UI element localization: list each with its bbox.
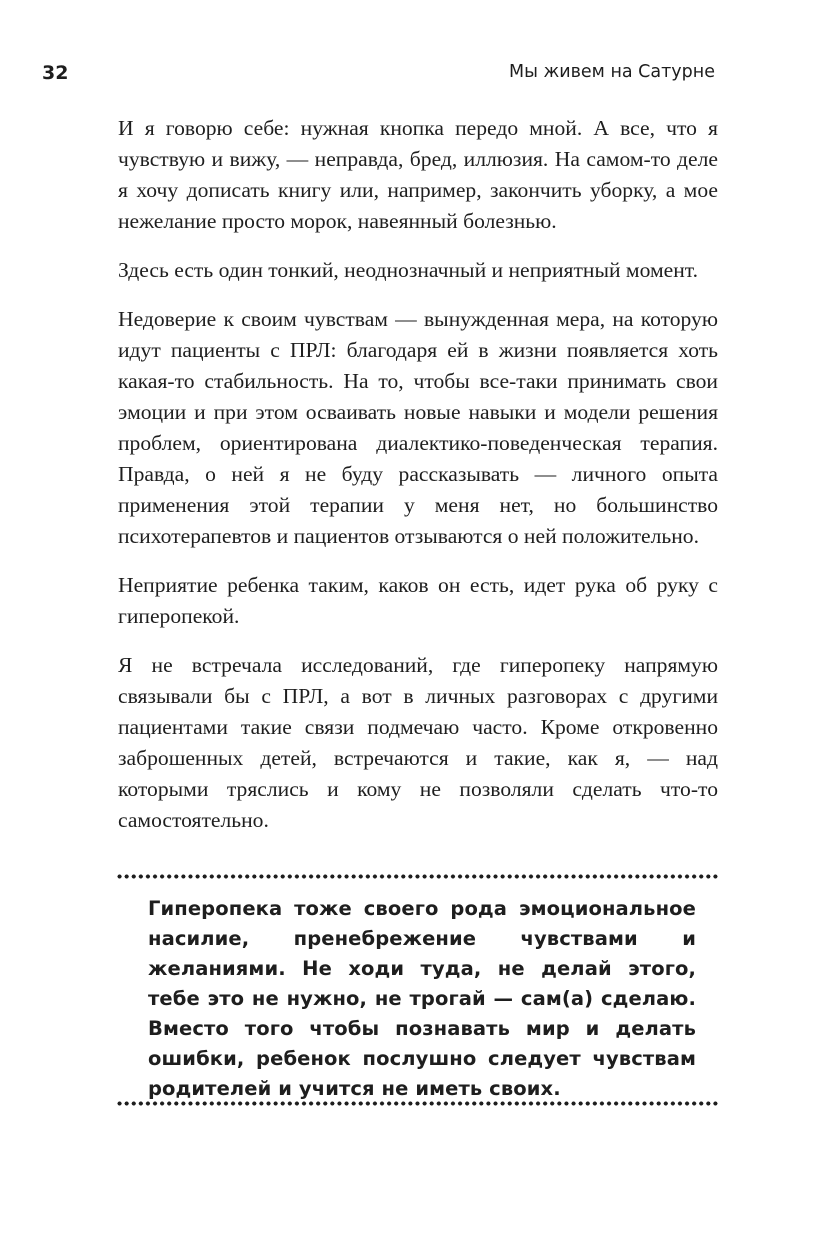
callout-box — [116, 874, 718, 1106]
paragraph: Я не встречала исследований, где гиперопеку напрямую связывали бы с ПРЛ, а вот в личных разговорах с другими пациентами такие связи подмечаю часто. Кроме откровенно заброшенных детей, встречаются и такие, как я, — над которыми тряслись и кому не позволяли сделать что-то самостоятельно. — [118, 653, 718, 832]
running-title: Мы живем на Сатурне — [508, 62, 715, 82]
paragraph: Здесь есть один тонкий, неоднозначный и неприятный момент. — [118, 258, 698, 282]
paragraph: Неприятие ребенка таким, каков он есть, идет рука об руку с гиперопекой. — [118, 573, 718, 628]
page-number: 32 — [42, 62, 69, 84]
callout-text: Гиперопека тоже своего рода эмоциональное насилие, пренебрежение чувствами и желаниями. Не ходи туда, не делай этого, тебе это не нужно, не трогай — сам(а) сделаю. Вместо того чтобы познавать мир и делать ошибки, ребенок послушно следует чувствам родителей и учится не иметь своих. — [148, 897, 696, 1100]
page-header — [42, 62, 715, 90]
paragraph: И я говорю себе: нужная кнопка передо мной. А все, что я чувствую и вижу, — неправда, бред, иллюзия. На самом-то деле я хочу дописать книгу или, например, закончить уборку, а мое нежелание просто морок, навеянный болезнью. — [118, 116, 718, 233]
paragraph: Недоверие к своим чувствам — вынужденная мера, на которую идут пациенты с ПРЛ: благодаря ей в жизни появляется хоть какая-то стабильность. На то, чтобы все-таки принимать свои эмоции и при этом осваивать новые навыки и модели решения проблем, ориентирована диалектико-поведенческая терапия. Правда, о ней я не буду рассказывать — личного опыта применения этой терапии у меня нет, но большинство психотерапевтов и пациентов отзываются о ней положительно. — [118, 307, 718, 548]
dotted-divider-top — [116, 874, 718, 879]
dotted-divider-bottom — [116, 1101, 718, 1106]
body-text — [118, 113, 718, 854]
